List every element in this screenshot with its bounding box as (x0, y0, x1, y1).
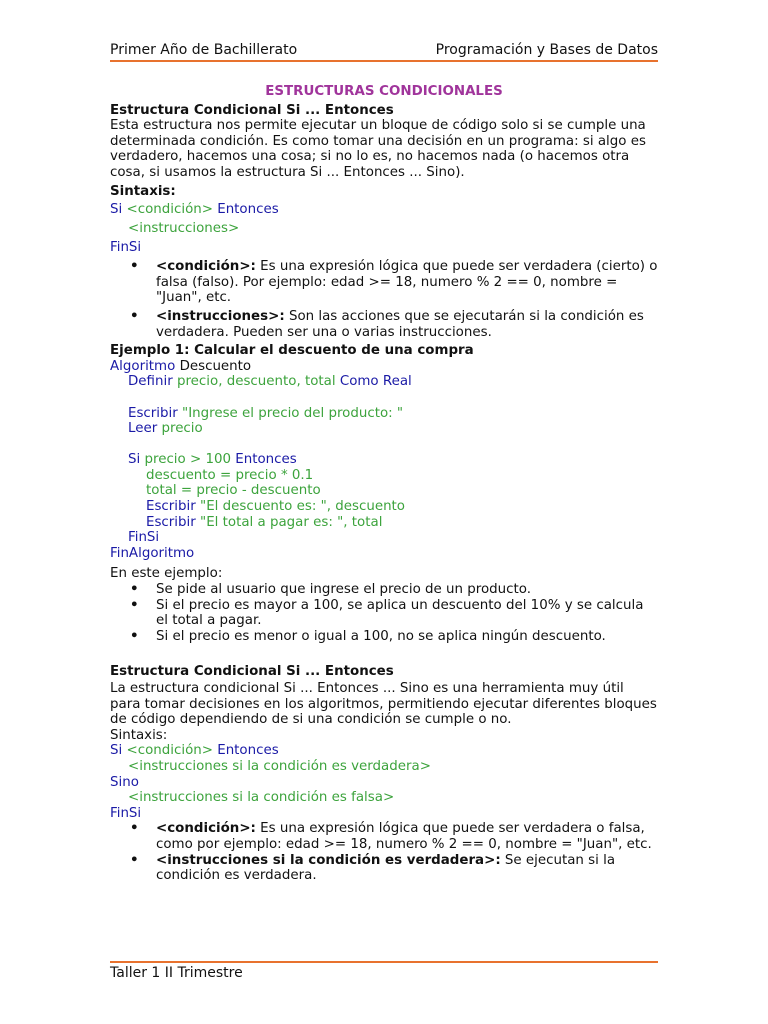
page-footer: Taller 1 II Trimestre (110, 965, 243, 981)
code-string: "El total a pagar es: ", total (200, 514, 383, 530)
syntax-instructions: <instrucciones> (128, 221, 240, 237)
bullet-icon: • (130, 821, 139, 837)
kw-finalgoritmo: FinAlgoritmo (110, 545, 195, 561)
kw-si: Si (110, 202, 123, 218)
section1-syntax-label: Sintaxis: (110, 183, 176, 199)
bullet-icon: • (130, 628, 139, 644)
section2-syntax-block (110, 743, 658, 821)
bullet-icon: • (130, 582, 139, 598)
section1-intro: Esta estructura nos permite ejecutar un bloque de código solo si se cumple una determinada condición. Es como tomar una decisión en un programa: si algo es verdadero, hacemos una cosa; si no lo es, no hacemos nada (o hacemos otra cosa, si usamos la estructura Si ... Entonces ... Sino). (110, 118, 646, 180)
kw-finsi: FinSi (110, 240, 142, 256)
bullet-text: Si el precio es mayor a 100, se aplica un descuento del 10% y se calcula el total a pagar. (156, 597, 644, 629)
bullet-icon: • (130, 259, 139, 275)
kw-si: Si (128, 452, 141, 468)
section1-heading: Estructura Condicional Si ... Entonces (110, 102, 394, 118)
page-header (110, 42, 658, 59)
list-item (110, 629, 658, 645)
example1-bullet-list (110, 582, 658, 644)
kw-entonces: Entonces (217, 202, 279, 218)
kw-sino: Sino (110, 774, 139, 790)
section2-bullet-list (110, 821, 658, 883)
code-leer-var: precio (161, 421, 203, 437)
kw-finsi: FinSi (128, 530, 160, 546)
syntax-instructions-true: <instrucciones si la condición es verdadera> (128, 758, 431, 774)
syntax-instructions-false: <instrucciones si la condición es falsa> (128, 790, 395, 806)
syntax-condition: <condición> (126, 202, 213, 218)
kw-escribir: Escribir (146, 514, 196, 530)
bullet-term: <condición>: (156, 259, 256, 275)
list-item (110, 821, 658, 852)
page-title: ESTRUCTURAS CONDICIONALES (265, 84, 503, 99)
bullet-icon: • (130, 852, 139, 868)
bullet-text: Es una expresión lógica que puede ser verdadera (cierto) o falsa (falso). Por ejemplo: edad >= 18, numero % 2 == 0, nombre = "Juan", etc. (156, 259, 658, 306)
kw-si: Si (110, 743, 123, 759)
list-item (110, 582, 658, 598)
kw-escribir: Escribir (146, 499, 196, 515)
code-line: total = precio - descuento (146, 483, 321, 499)
page-content (110, 84, 658, 884)
kw-entonces: Entonces (217, 743, 279, 759)
bullet-term: <condición>: (156, 821, 256, 837)
bullet-term: <instrucciones>: (156, 308, 285, 324)
kw-escribir: Escribir (128, 405, 178, 421)
kw-definir: Definir (128, 374, 173, 390)
bullet-text: Es una expresión lógica que puede ser verdadera o falsa, como por ejemplo: edad >= 18, numero % 2 == 0, nombre = "Juan", etc. (156, 821, 652, 852)
list-item (110, 259, 658, 306)
header-course: Primer Año de Bachillerato (110, 42, 298, 58)
header-rule (110, 60, 658, 62)
list-item (110, 853, 658, 884)
code-prompt-string: "Ingrese el precio del producto: " (182, 405, 404, 421)
kw-leer: Leer (128, 421, 158, 437)
header-subject: Programación y Bases de Datos (435, 42, 658, 58)
code-condition: precio > 100 (144, 452, 232, 468)
bullet-text: Se pide al usuario que ingrese el precio de un producto. (156, 582, 531, 598)
example1-explain-label: En este ejemplo: (110, 566, 223, 582)
code-line: descuento = precio * 0.1 (146, 467, 314, 483)
kw-algoritmo: Algoritmo (110, 358, 176, 374)
example1-code-block (110, 359, 658, 562)
bullet-icon: • (130, 597, 139, 613)
section2-syntax-label: Sintaxis: (110, 727, 168, 743)
bullet-text: Se ejecutan si la condición es verdadera. (156, 852, 616, 884)
section2-intro: La estructura condicional Si ... Entonces ... Sino es una herramienta muy útil para tomar decisiones en los algoritmos, permitiendo ejecutar diferentes bloques de código dependiendo de si una condición se cumple o no. (110, 681, 657, 728)
bullet-text: Si el precio es menor o igual a 100, no se aplica ningún descuento. (156, 628, 606, 644)
section2-heading: Estructura Condicional Si ... Entonces (110, 664, 394, 680)
example1-heading: Ejemplo 1: Calcular el descuento de una compra (110, 343, 474, 359)
section1-syntax-block (110, 200, 658, 257)
kw-entonces: Entonces (235, 452, 297, 468)
code-string: "El descuento es: ", descuento (200, 499, 406, 515)
list-item (110, 598, 658, 629)
list-item (110, 309, 658, 340)
code-vars: precio, descuento, total (176, 374, 336, 390)
footer-rule (110, 961, 658, 963)
bullet-icon: • (130, 308, 139, 324)
bullet-term: <instrucciones si la condición es verdadera>: (156, 852, 501, 868)
syntax-condition: <condición> (126, 743, 213, 759)
algorithm-name: Descuento (179, 358, 252, 374)
section1-bullet-list (110, 259, 658, 340)
kw-finsi: FinSi (110, 805, 142, 821)
bullet-text: Son las acciones que se ejecutarán si la condición es verdadera. Pueden ser una o varias instrucciones. (156, 308, 644, 340)
kw-como-real: Como Real (339, 374, 412, 390)
